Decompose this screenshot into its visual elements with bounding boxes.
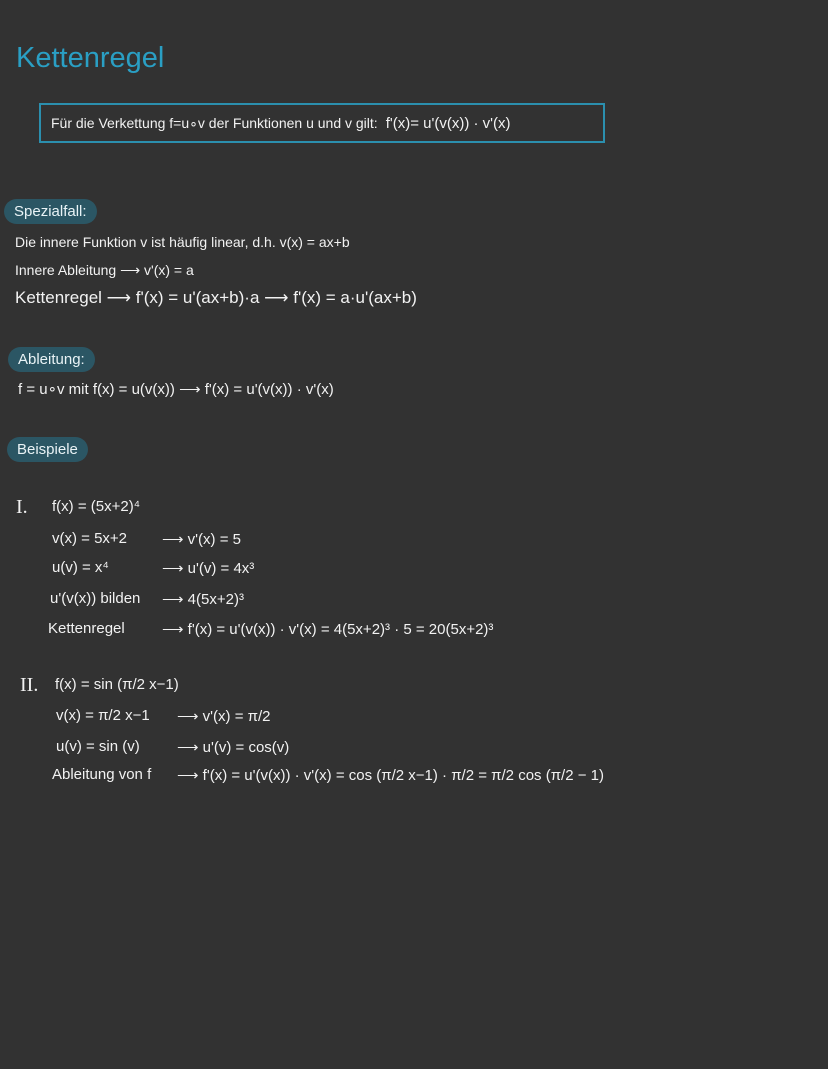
- example-1-function: f(x) = (5x+2)⁴: [52, 498, 141, 515]
- example-1-row-1-left: v(x) = 5x+2: [52, 530, 128, 547]
- example-2-row-1-right: ⟶ v'(x) = π/2: [177, 708, 271, 725]
- beispiele-label: Beispiele: [7, 437, 88, 462]
- ableitung-label: Ableitung:: [8, 347, 95, 372]
- rule-text: Für die Verkettung f=u∘v der Funktionen u und v gilt:: [51, 114, 378, 131]
- example-1-row-4-right: ⟶ f'(x) = u'(v(x)) · v'(x) = 4(5x+2)³ · 5 = 20(5x+2)³: [162, 621, 494, 638]
- example-1-row-2-left: u(v) = x⁴: [52, 559, 109, 576]
- example-2-row-2-right: ⟶ u'(v) = cos(v): [177, 739, 290, 756]
- example-2-row-1-left: v(x) = π/2 x−1: [56, 707, 150, 724]
- example-2-function: f(x) = sin (π/2 x−1): [55, 676, 179, 693]
- example-2-row-2-left: u(v) = sin (v): [56, 738, 140, 755]
- example-1-numeral: I.: [16, 496, 28, 518]
- rule-box: [39, 103, 605, 143]
- rule-formula: f'(x)= u'(v(x)) · v'(x): [385, 114, 511, 132]
- example-2-row-3-right: ⟶ f'(x) = u'(v(x)) · v'(x) = cos (π/2 x−1) · π/2 = π/2 cos (π/2 − 1): [177, 767, 604, 784]
- example-1-row-3-right: ⟶ 4(5x+2)³: [162, 591, 244, 608]
- page-title: Kettenregel: [16, 42, 165, 74]
- ableitung-line-1: f = u∘v mit f(x) = u(v(x)) ⟶ f'(x) = u'(v(x)) · v'(x): [18, 381, 334, 398]
- example-2-row-3-left: Ableitung von f: [52, 766, 152, 783]
- example-1-row-2-right: ⟶ u'(v) = 4x³: [162, 560, 255, 577]
- spezialfall-line-2: Innere Ableitung ⟶ v'(x) = a: [15, 262, 194, 278]
- spezialfall-label: Spezialfall:: [4, 199, 97, 224]
- example-1-row-3-left: u'(v(x)) bilden: [50, 590, 141, 607]
- example-1-row-1-right: ⟶ v'(x) = 5: [162, 531, 241, 548]
- example-1-row-4-left: Kettenregel: [48, 620, 125, 637]
- example-2-numeral: II.: [20, 674, 39, 696]
- spezialfall-line-1: Die innere Funktion v ist häufig linear, d.h. v(x) = ax+b: [15, 234, 350, 250]
- spezialfall-line-3: Kettenregel ⟶ f'(x) = u'(ax+b)·a ⟶ f'(x) = a·u'(ax+b): [15, 288, 417, 307]
